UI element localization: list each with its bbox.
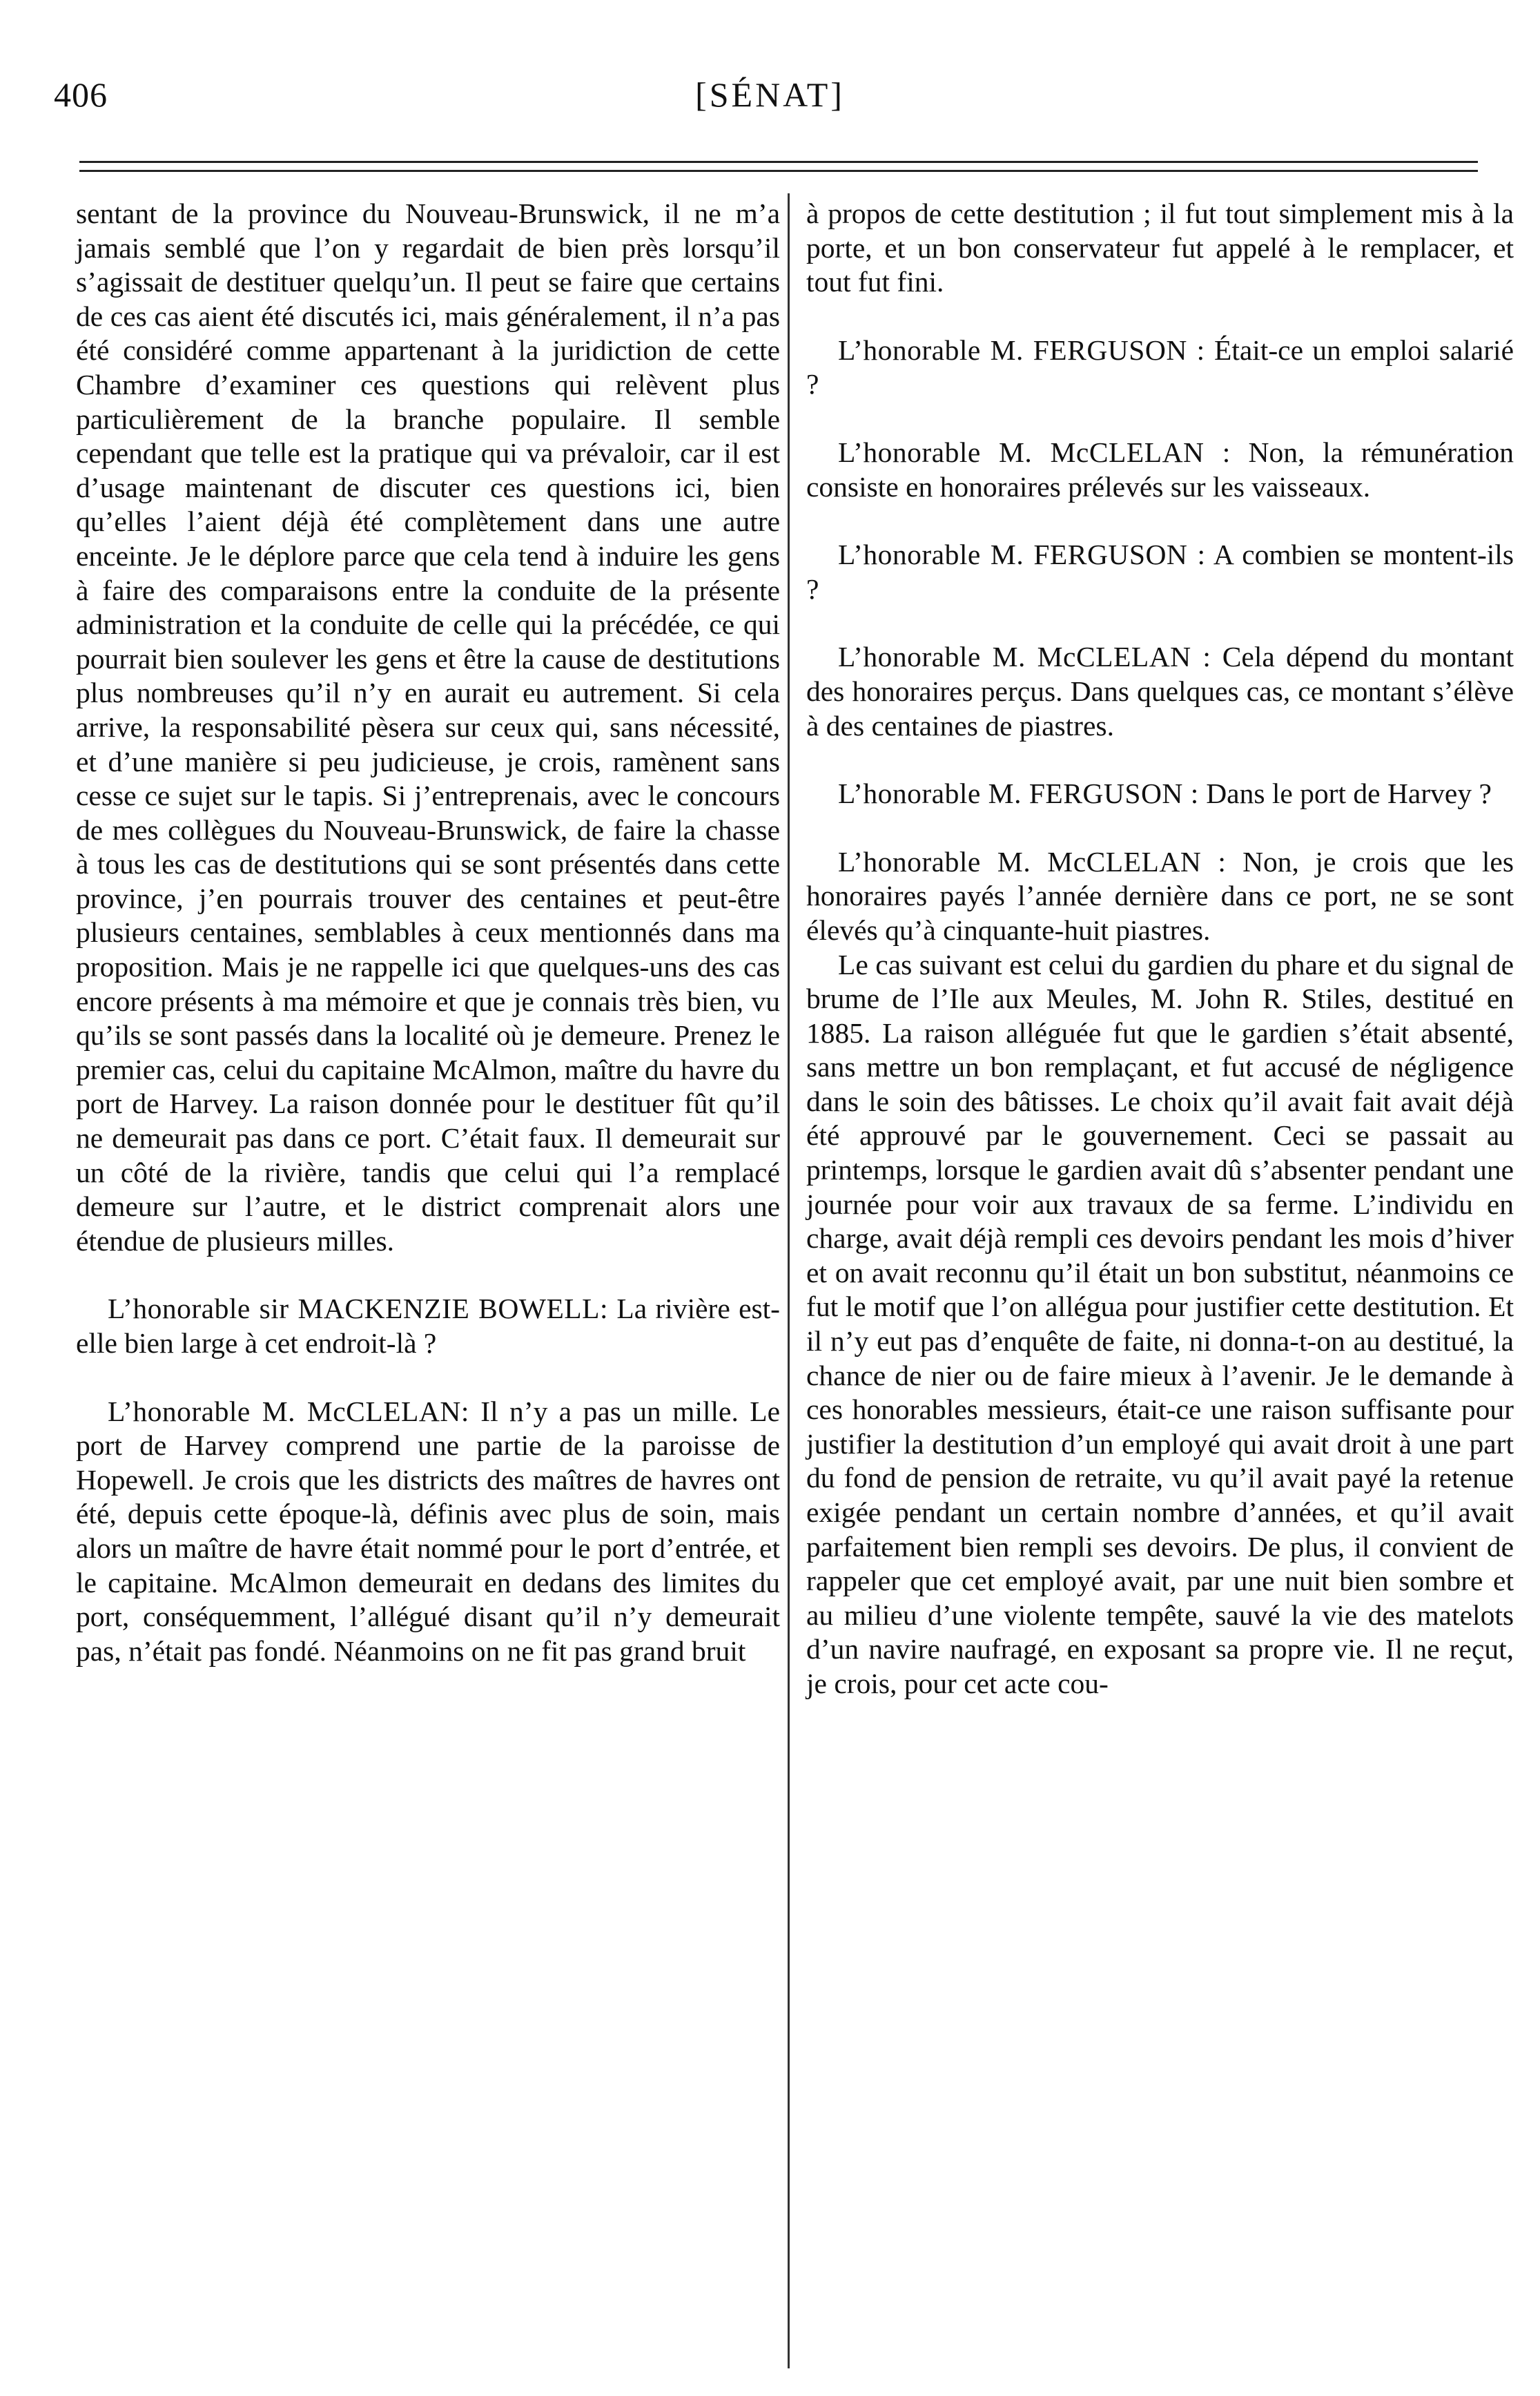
paragraph-text: Non, la rémunération consiste en honoraires prélevés sur les vaisseaux.	[806, 436, 1514, 503]
paragraph	[806, 845, 1514, 948]
paragraph	[806, 948, 1514, 1701]
left-column	[76, 197, 780, 1668]
paragraph	[806, 640, 1514, 743]
column-divider	[788, 193, 790, 2368]
speaker-label: L’honorable M. McCLELAN :	[838, 845, 1227, 878]
page-number: 406	[54, 75, 108, 114]
paragraph	[806, 334, 1514, 402]
paragraph-text: Le cas suivant est celui du gardien du phare et du signal de brume de l’Ile aux Meules, M. John R. Stiles, destitué en 1885. La raison alléguée fut que le gardien s’était absenté, sans mettre un bon remplaçant, et fut accusé de négligence dans le soin des bâtisses. Le choix qu’il avait fait avait déjà été approuvé par le gouvernement. Ceci se passait au printemps, lorsque le gardien avait dû s’absenter pendant une journée pour voir aux travaux de sa ferme. L’individu en charge, avait déjà rempli ces devoirs pendant les mois d’hiver et on avait reconnu qu’il était un bon substitut, néanmoins ce fut le motif que l’on allégua pour justifier cette destitution. Et il n’y eut pas d’enquête de faite, ni donna-t-on au destitué, la chance de nier ou de faire mieux à l’avenir. Je le demande à ces honorables messieurs, était-ce une raison suffisante pour justifier la destitution d’un employé qui avait droit à une part du fond de pension de retraite, vu qu’il avait payé la retenue exigée pendant un certain nombre d’années, et qu’il avait parfaitement bien rempli ses devoirs. De plus, il convient de rappeler que cet employé avait, par une nuit bien sombre et au milieu d’une violente tempête, sauvé la vie des matelots d’un navire naufragé, en exposant sa propre vie. Il ne reçut, je crois, pour cet acte cou-	[806, 948, 1514, 1699]
paragraph	[76, 1292, 780, 1360]
speaker-label: L’honorable M. McCLELAN :	[838, 641, 1211, 673]
paragraph-text: A combien se montent-ils ?	[806, 539, 1514, 605]
paragraph-text: La rivière est-elle bien large à cet endroit-là ?	[76, 1293, 781, 1359]
paragraph-text: Dans le port de Harvey ?	[1206, 777, 1492, 810]
paragraph-text: Non, je crois que les honoraires payés l’année dernière dans ce port, ne se sont élevés qu’à cinquante-huit piastres.	[806, 845, 1514, 946]
paragraph	[806, 197, 1514, 300]
speaker-label: L’honorable M. FERGUSON :	[838, 777, 1199, 810]
right-column	[806, 197, 1514, 1701]
speaker-label: L’honorable M. FERGUSON :	[838, 334, 1205, 366]
paragraph	[806, 436, 1514, 504]
paragraph	[806, 538, 1514, 606]
paragraph-text: à propos de cette destitution ; il fut tout simplement mis à la porte, et un bon conservateur fut appelé à le remplacer, et tout fut fini.	[806, 197, 1514, 298]
paragraph	[806, 777, 1514, 811]
paragraph-text: sentant de la province du Nouveau-Brunswick, il ne m’a jamais semblé que l’on y regardait de bien près lorsqu’il s’agissait de destituer quelqu’un. Il peut se faire que certains de ces cas aient été discutés ici, mais généralement, il n’a pas été considéré comme appartenant à la juridiction de cette Chambre d’examiner ces questions qui relèvent plus particulièrement de la branche populaire. Il semble cependant que telle est la pratique qui va prévaloir, car il est d’usage maintenant de discuter ces questions ici, bien qu’elles l’aient déjà été complètement dans une autre enceinte. Je le déplore parce que cela tend à induire les gens à faire des comparaisons entre la conduite de la présente administration et la conduite de celle qui la précédée, ce qui pourrait bien soulever les gens et être la cause de destitutions plus nombreuses qu’il n’y en aurait eu autrement. Si cela arrive, la responsabilité pèsera sur ceux qui, sans nécessité, et d’une manière si peu judicieuse, je crois, ramènent sans cesse ce sujet sur le tapis. Si j’entreprenais, avec le concours de mes collègues du Nouveau-Brunswick, de faire la chasse à tous les cas de destitutions qui se sont présentés dans cette province, j’en pourrais trouver des centaines et peut-être plusieurs centaines, semblables à ceux mentionnés dans ma proposition. Mais je ne rappelle ici que quelques-uns des cas encore présents à ma mémoire et que je connais très bien, vu qu’ils se sont passés dans la localité où je demeure. Prenez le premier cas, celui du capitaine McAlmon, maître du havre du port de Harvey. La raison donnée pour le destituer fût qu’il ne demeurait pas dans ce port. C’était faux. Il demeurait sur un côté de la rivière, tandis que celui qui l’a remplacé demeure sur l’autre, et le district comprenait alors une étendue de plusieurs milles.	[76, 197, 780, 1257]
speaker-label: L’honorable M. McCLELAN:	[108, 1395, 469, 1427]
speaker-label: L’honorable M. FERGUSON :	[838, 539, 1206, 571]
paragraph	[76, 197, 780, 1258]
page-header	[0, 0, 1540, 138]
header-rule-bottom	[79, 170, 1478, 172]
paragraph	[76, 1395, 780, 1669]
paragraph-text: Était-ce un emploi salarié ?	[806, 334, 1514, 400]
paragraph-text: Cela dépend du montant des honoraires perçus. Dans quelques cas, ce montant s’élève à des centaines de piastres.	[806, 641, 1514, 742]
header-rule-top	[79, 161, 1478, 163]
running-title: [SÉNAT]	[695, 75, 845, 114]
speaker-label: L’honorable M. McCLELAN :	[838, 436, 1231, 468]
paragraph-text: Il n’y a pas un mille. Le port de Harvey comprend une partie de la paroisse de Hopewell. Je crois que les districts des maîtres de havres ont été, depuis cette époque-là, définis avec plus de soin, mais alors un maître de havre était nommé pour le port d’entrée, et le capitaine. McAlmon demeurait en dedans des limites du port, conséquemment, l’allégué disant qu’il n’y demeurait pas, n’était pas fondé. Néanmoins on ne fit pas grand bruit	[76, 1395, 781, 1667]
speaker-label: L’honorable sir MACKENZIE BOWELL:	[108, 1293, 609, 1325]
